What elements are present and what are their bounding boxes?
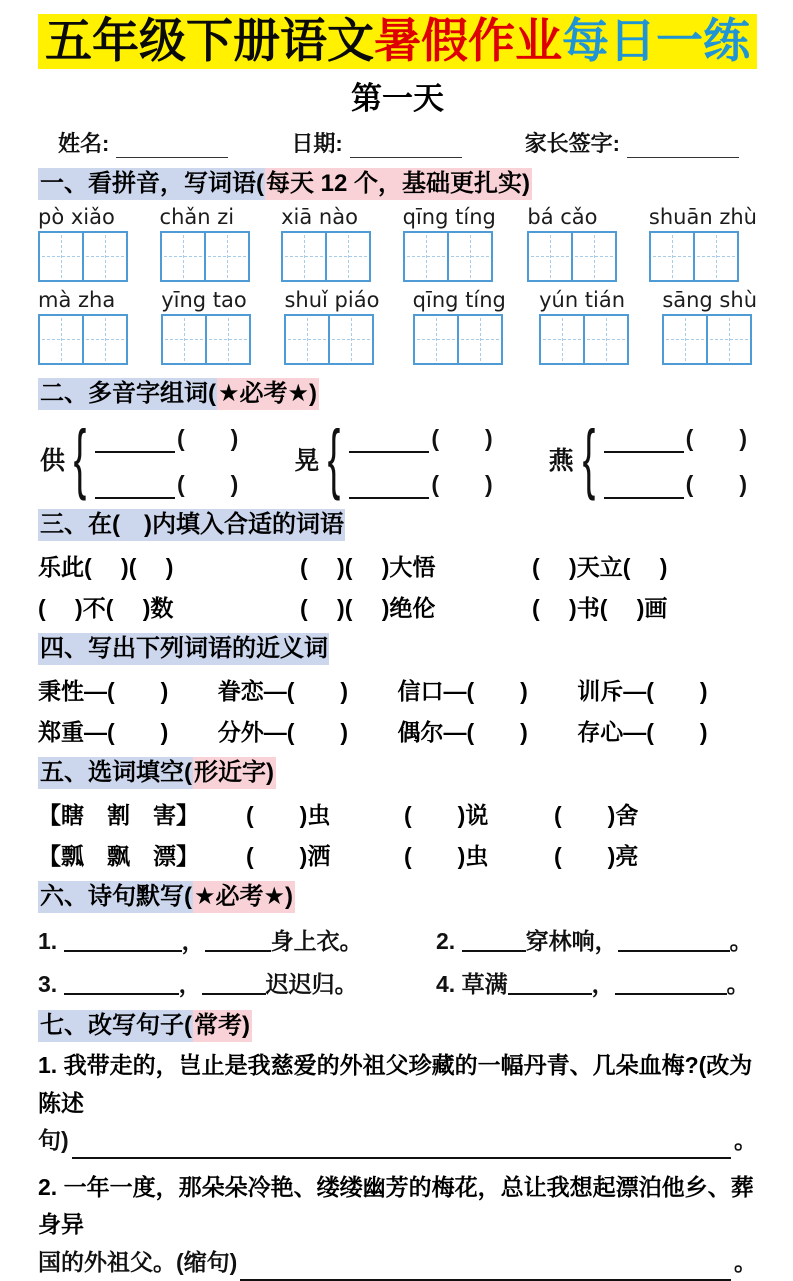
writing-grid	[413, 314, 503, 365]
signature-blank-line	[627, 133, 739, 157]
word-unit	[413, 288, 506, 365]
pinyin-label: chǎn zi	[159, 204, 235, 229]
paren-blank: ( )	[177, 424, 239, 451]
section2-heading	[38, 377, 757, 410]
writing-grid	[38, 314, 128, 365]
word-choice-item: ( )说	[404, 802, 489, 829]
idiom-fill-row-2	[38, 590, 757, 623]
pinyin-label: xiā nào	[281, 204, 358, 229]
pinyin-label: qīng tíng	[412, 287, 506, 312]
polyphone-row	[40, 415, 747, 502]
poem-item	[436, 923, 757, 956]
section6-heading-main: 六、诗句默写(	[38, 881, 193, 913]
poem-text: ，	[178, 971, 202, 998]
answer-blank-line	[64, 929, 182, 952]
day-title: 第一天	[351, 80, 444, 116]
synonym-item: 分外—( )	[217, 718, 349, 745]
pinyin-label: bá cǎo	[527, 204, 598, 229]
poem-text: 草满	[461, 971, 508, 998]
writing-grid	[160, 231, 250, 282]
synonym-item: 信口—( )	[397, 677, 528, 704]
polyphone-char: 晃	[294, 447, 320, 476]
idiom-item: 乐此( )( )	[38, 553, 174, 580]
section1-heading-main: 一、看拼音，写词语(	[38, 168, 265, 200]
paren-blank: ( )	[685, 424, 747, 451]
grid-cell	[664, 316, 706, 363]
idiom-item: ( )( )大悟	[300, 553, 436, 580]
synonym-item: 郑重—( )	[38, 718, 169, 745]
word-unit	[284, 288, 379, 365]
word-unit	[403, 205, 496, 282]
word-choice-options: 【瓢 飘 漂】	[38, 843, 199, 870]
rewrite-q2-period: 。	[734, 1248, 757, 1275]
polyphone-group	[294, 415, 493, 502]
poem-text: 穿林响，	[525, 928, 618, 955]
writing-grid	[527, 231, 617, 282]
poem-number: 2.	[436, 928, 456, 955]
section6-heading	[38, 880, 757, 913]
idiom-fill-row-1	[38, 549, 757, 582]
section1-heading-note: 每天 12 个，基础更扎实)	[265, 168, 532, 200]
grid-cell	[40, 316, 82, 363]
grid-cell	[415, 316, 457, 363]
pinyin-label: pò xiǎo	[38, 204, 115, 229]
answer-blank-line	[72, 1131, 731, 1159]
poem-text: 身上衣。	[270, 928, 363, 955]
grid-cell	[447, 233, 491, 280]
poem-item	[436, 966, 757, 999]
poem-text: ，	[591, 971, 615, 998]
poem-text: 。	[729, 928, 753, 955]
meta-row	[38, 127, 757, 158]
date-blank-line	[350, 133, 462, 157]
name-field	[58, 127, 228, 158]
paren-blank: ( )	[431, 470, 493, 497]
signature-label: 家长签字:	[524, 130, 620, 156]
grid-cell	[286, 316, 328, 363]
polyphone-lines	[95, 420, 238, 499]
paren-blank: ( )	[431, 424, 493, 451]
section7-heading	[38, 1009, 757, 1042]
poem-number: 3.	[38, 971, 58, 998]
answer-blank-line	[349, 427, 429, 452]
word-choice-item: ( )亮	[554, 843, 639, 870]
word-unit	[662, 288, 757, 365]
word-choice-item: ( )虫	[404, 843, 489, 870]
answer-blank-line	[604, 473, 684, 498]
polyphone-group	[548, 415, 747, 502]
grid-cell	[40, 233, 82, 280]
poem-item	[38, 966, 436, 999]
grid-cell	[204, 233, 248, 280]
section2-heading-note: ★必考★)	[217, 378, 319, 410]
rewrite-q1-period: 。	[734, 1126, 757, 1153]
word-unit	[38, 205, 128, 282]
pinyin-label: qīng tíng	[402, 204, 496, 229]
brace-glyph: {	[582, 415, 596, 502]
date-field	[291, 127, 461, 158]
answer-blank-line	[64, 972, 179, 995]
pinyin-word-row-2	[38, 288, 757, 365]
synonym-item: 眷恋—( )	[217, 677, 349, 704]
section7-heading-note: 常考)	[193, 1010, 252, 1042]
rewrite-q1-text: 1. 我带走的，岂止是我慈爱的外祖父珍藏的一幅丹青、几朵血梅?(改为陈述	[38, 1052, 753, 1116]
polyphone-line	[604, 420, 747, 453]
section5-heading-note: 形近字)	[193, 757, 276, 789]
answer-blank-line	[508, 972, 592, 995]
section5-heading	[38, 756, 757, 789]
rewrite-q1-text-cont: 句)	[38, 1126, 69, 1153]
polyphone-line	[349, 466, 492, 499]
word-unit	[160, 205, 250, 282]
date-label: 日期:	[291, 130, 343, 156]
grid-cell	[529, 233, 571, 280]
idiom-item: ( )不( )数	[38, 594, 174, 621]
writing-grid	[403, 231, 493, 282]
pinyin-label: sāng shù	[662, 287, 757, 312]
word-choice-row-2	[38, 838, 757, 871]
synonym-item: 偶尔—( )	[397, 718, 528, 745]
word-unit	[281, 205, 371, 282]
grid-cell	[693, 233, 737, 280]
writing-grid	[539, 314, 629, 365]
section3-heading	[38, 508, 757, 541]
rewrite-q2-text-cont: 国的外祖父。(缩句)	[38, 1248, 238, 1275]
poem-row-2	[38, 966, 757, 999]
grid-cell	[82, 233, 126, 280]
brace-glyph: {	[327, 415, 341, 502]
pinyin-label: yún tián	[539, 287, 626, 312]
rewrite-q2-text: 2. 一年一度，那朵朵冷艳、缕缕幽芳的梅花，总让我想起漂泊他乡、葬身异	[38, 1174, 754, 1238]
grid-cell	[162, 233, 204, 280]
polyphone-line	[95, 466, 238, 499]
word-unit	[539, 288, 629, 365]
section4-heading	[38, 632, 757, 665]
polyphone-line	[95, 420, 238, 453]
grid-cell	[541, 316, 583, 363]
poem-text: 迟迟归。	[265, 971, 358, 998]
answer-blank-line	[240, 1252, 731, 1280]
poem-number: 1.	[38, 928, 58, 955]
word-unit	[527, 205, 617, 282]
word-choice-options: 【瞎 割 害】	[38, 802, 199, 829]
poem-text: 。	[726, 971, 750, 998]
word-choice-item: ( )洒	[246, 843, 331, 870]
grid-cell	[405, 233, 447, 280]
pinyin-label: yīng tao	[161, 287, 247, 312]
name-blank-line	[116, 133, 228, 157]
answer-blank-line	[349, 473, 429, 498]
word-unit	[161, 288, 251, 365]
brace-glyph: {	[73, 415, 87, 502]
idiom-item: ( )( )绝伦	[300, 594, 436, 621]
section1-heading	[38, 167, 757, 200]
writing-grid	[281, 231, 371, 282]
polyphone-line	[349, 420, 492, 453]
answer-blank-line	[604, 427, 684, 452]
paren-blank: ( )	[685, 470, 747, 497]
answer-blank-line	[205, 929, 271, 952]
rewrite-q1-answer-line	[38, 1122, 757, 1159]
grid-cell	[706, 316, 750, 363]
grid-cell	[571, 233, 615, 280]
grid-cell	[283, 233, 325, 280]
section5-heading-main: 五、选词填空(	[38, 757, 193, 789]
section2-heading-main: 二、多音字组词(	[38, 378, 217, 410]
synonym-item: 存心—( )	[577, 718, 708, 745]
section4-heading-main: 四、写出下列词语的近义词	[38, 633, 329, 665]
writing-grid	[38, 231, 128, 282]
poem-row-1	[38, 923, 757, 956]
poem-text: ，	[181, 928, 205, 955]
grid-cell	[82, 316, 126, 363]
writing-grid	[649, 231, 739, 282]
poem-number: 4.	[436, 971, 456, 998]
synonym-item: 秉性—( )	[38, 677, 169, 704]
word-choice-row-1	[38, 797, 757, 830]
synonym-row-1	[38, 673, 757, 706]
polyphone-lines	[349, 420, 492, 499]
idiom-item: ( )书( )画	[532, 594, 668, 621]
answer-blank-line	[202, 972, 266, 995]
title-grade-part: 五年级下册语文	[45, 14, 374, 67]
grid-cell	[328, 316, 372, 363]
pinyin-label: shuān zhù	[648, 204, 757, 229]
section6-heading-note: ★必考★)	[193, 881, 295, 913]
answer-blank-line	[618, 929, 730, 952]
answer-blank-line	[462, 929, 526, 952]
word-unit	[38, 288, 128, 365]
polyphone-lines	[604, 420, 747, 499]
writing-grid	[662, 314, 752, 365]
pinyin-word-row-1	[38, 205, 757, 282]
word-choice-item: ( )虫	[246, 802, 331, 829]
idiom-item: ( )天立( )	[532, 553, 668, 580]
rewrite-q2-answer-line	[38, 1244, 757, 1281]
grid-cell	[325, 233, 369, 280]
answer-blank-line	[615, 972, 727, 995]
section3-heading-main: 三、在( )内填入合适的词语	[38, 509, 345, 541]
grid-cell	[583, 316, 627, 363]
polyphone-line	[604, 466, 747, 499]
polyphone-char: 燕	[548, 447, 574, 476]
grid-cell	[457, 316, 501, 363]
grid-cell	[163, 316, 205, 363]
poem-item	[38, 923, 436, 956]
name-label: 姓名:	[58, 130, 110, 156]
title-banner	[38, 14, 757, 69]
paren-blank: ( )	[177, 470, 239, 497]
polyphone-char: 供	[40, 447, 66, 476]
word-choice-item: ( )舍	[554, 802, 639, 829]
answer-blank-line	[95, 427, 175, 452]
synonym-row-2	[38, 714, 757, 747]
pinyin-label: mà zha	[38, 287, 116, 312]
grid-cell	[651, 233, 693, 280]
section7-heading-main: 七、改写句子(	[38, 1010, 193, 1042]
title-daily-part: 每日一练	[562, 14, 750, 67]
answer-blank-line	[95, 473, 175, 498]
writing-grid	[284, 314, 374, 365]
synonym-item: 训斥—( )	[577, 677, 708, 704]
polyphone-group	[40, 415, 239, 502]
writing-grid	[161, 314, 251, 365]
word-unit	[649, 205, 757, 282]
signature-field	[525, 127, 739, 158]
pinyin-label: shuǐ piáo	[284, 287, 380, 312]
title-homework-part: 暑假作业	[374, 14, 562, 67]
grid-cell	[205, 316, 249, 363]
